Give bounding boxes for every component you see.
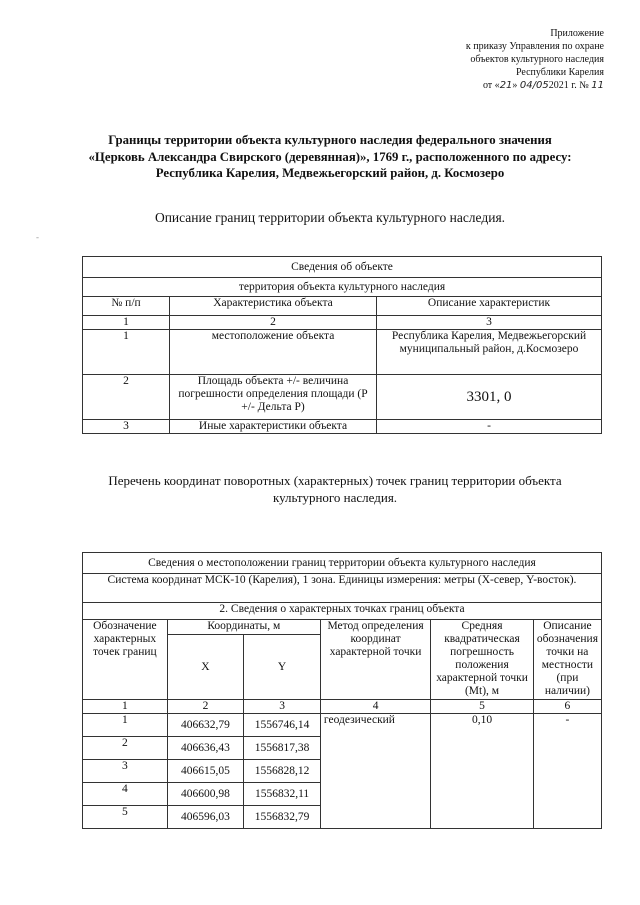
table2-header: Сведения о местоположении границ территории объекта культурного наследия bbox=[83, 553, 602, 574]
row-number: 1 bbox=[83, 330, 170, 375]
table-row bbox=[83, 420, 602, 434]
table2-section-header: 2. Сведения о характерных точках границ объекта bbox=[83, 603, 602, 620]
point-number: 3 bbox=[83, 760, 168, 783]
col-number: 1 bbox=[83, 700, 168, 714]
order-number: 11 bbox=[591, 80, 604, 91]
col-header: Характеристика объекта bbox=[170, 297, 377, 316]
col-x: X bbox=[167, 635, 244, 700]
col-error: Средняя квадратическая погрешность положения характерной точки (Мt), м bbox=[431, 620, 534, 700]
point-x: 406632,79 bbox=[167, 714, 244, 737]
date-day: 21 bbox=[499, 80, 513, 91]
col-number: 1 bbox=[83, 316, 170, 330]
col-number: 5 bbox=[431, 700, 534, 714]
row-number: 3 bbox=[83, 420, 170, 434]
point-number: 4 bbox=[83, 783, 168, 806]
point-x: 406600,98 bbox=[167, 783, 244, 806]
col-header: № п/п bbox=[83, 297, 170, 316]
point-number: 5 bbox=[83, 806, 168, 829]
point-y: 1556746,14 bbox=[244, 714, 321, 737]
table-row bbox=[83, 714, 602, 737]
row-characteristic: Площадь объекта +/- величина погрешности определения площади (Р +/- Дельта Р) bbox=[170, 375, 377, 420]
object-info-table bbox=[82, 256, 602, 434]
col-number: 2 bbox=[167, 700, 244, 714]
appendix-line: к приказу Управления по охране bbox=[465, 41, 604, 52]
col-method: Метод определения координат характерной точки bbox=[320, 620, 430, 700]
date-month: 04/05 bbox=[519, 80, 549, 91]
point-x: 406636,43 bbox=[167, 737, 244, 760]
row-number: 2 bbox=[83, 375, 170, 420]
table1-subheader: территория объекта культурного наследия bbox=[83, 278, 602, 297]
date-year: 2021 г. № bbox=[548, 80, 592, 91]
point-number: 2 bbox=[83, 737, 168, 760]
col-number: 3 bbox=[244, 700, 321, 714]
row-characteristic: местоположение объекта bbox=[170, 330, 377, 375]
table2-coord-system: Система координат МСК-10 (Карелия), 1 зона. Единицы измерения: метры (Х-север, Y-восток). bbox=[83, 574, 602, 603]
col-number: 6 bbox=[533, 700, 601, 714]
point-y: 1556817,38 bbox=[244, 737, 321, 760]
appendix-line: Приложение bbox=[550, 28, 604, 39]
col-y: Y bbox=[244, 635, 321, 700]
row-description: - bbox=[377, 420, 602, 434]
table1-header: Сведения об объекте bbox=[83, 257, 602, 278]
point-x: 406596,03 bbox=[167, 806, 244, 829]
col-number: 4 bbox=[320, 700, 430, 714]
point-y: 1556828,12 bbox=[244, 760, 321, 783]
margin-mark: - bbox=[36, 232, 39, 242]
appendix-date-line bbox=[466, 79, 604, 92]
col-header: Описание характеристик bbox=[377, 297, 602, 316]
point-x: 406615,05 bbox=[167, 760, 244, 783]
date-sep: » bbox=[512, 80, 520, 91]
col-designation: Обозначение характерных точек границ bbox=[83, 620, 168, 700]
row-description: 3301, 0 bbox=[377, 375, 602, 420]
point-method: геодезический bbox=[320, 714, 430, 829]
appendix-line: Республики Карелия bbox=[515, 67, 604, 78]
point-description: - bbox=[533, 714, 601, 829]
appendix-block bbox=[466, 27, 604, 92]
appendix-line: объектов культурного наследия bbox=[470, 54, 604, 65]
point-error: 0,10 bbox=[431, 714, 534, 829]
date-prefix: от « bbox=[482, 80, 500, 91]
table-row bbox=[83, 330, 602, 375]
col-description: Описание обозначения точки на местности (при наличии) bbox=[533, 620, 601, 700]
table-row bbox=[83, 375, 602, 420]
coordinates-subtitle: Перечень координат поворотных (характерных) точек границ территории объекта культурного наследия. bbox=[108, 473, 562, 505]
row-description: Республика Карелия, Медвежьегорский муниципальный район, д.Космозеро bbox=[377, 330, 602, 375]
col-coordinates: Координаты, м bbox=[167, 620, 320, 635]
point-y: 1556832,79 bbox=[244, 806, 321, 829]
col-number: 3 bbox=[377, 316, 602, 330]
point-number: 1 bbox=[83, 714, 168, 737]
document-title: Границы территории объекта культурного наследия федерального значения «Церковь Александра Свирского (деревянная)», 1769 г., расположенного по адресу: Республика Карелия, Медвежьегорский район, д. Космозеро bbox=[88, 133, 572, 180]
row-characteristic: Иные характеристики объекта bbox=[170, 420, 377, 434]
section-subtitle: Описание границ территории объекта культурного наследия. bbox=[154, 210, 506, 225]
col-number: 2 bbox=[170, 316, 377, 330]
coordinates-table bbox=[82, 552, 602, 829]
point-y: 1556832,11 bbox=[244, 783, 321, 806]
